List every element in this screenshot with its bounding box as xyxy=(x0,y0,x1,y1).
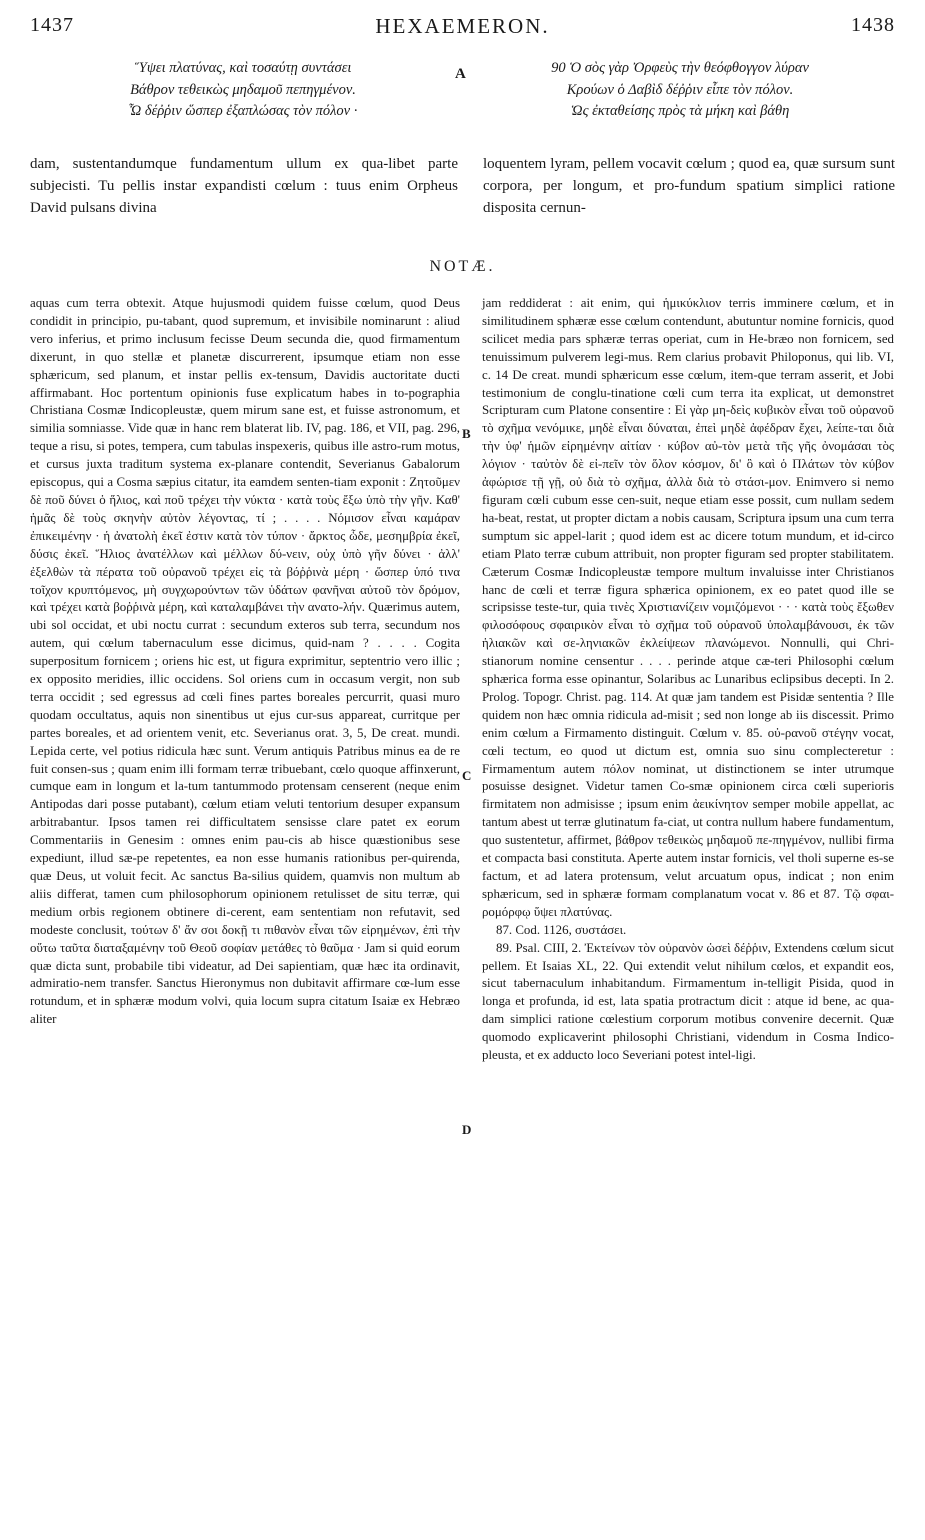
page-number-right: 1438 xyxy=(851,14,895,36)
latin-translation-left: dam, sustentandumque fundamentum ullum ex qua-libet parte subjecisti. Tu pellis instar expandisti cœlum : tuus enim Orpheus David pulsans divina xyxy=(30,156,458,216)
verse-line: Ὡς ἐκταθείσης πρὸς τὰ μήκη καὶ βάθη xyxy=(570,103,790,119)
verse-line: Ὕψει πλατύνας, καὶ τοσαύτῃ συντάσει xyxy=(134,60,352,76)
verse-line: Βάθρον τεθεικὼς μηδαμοῦ πεπηγμένον. xyxy=(130,81,356,98)
page-header xyxy=(30,10,895,40)
note-paragraph: 89. Psal. CIII, 2. Ἐκτείνων τὸν οὐρανὸν ὡσεὶ δέῤῥιν, Extendens cœlum sicut pellem. Et Isaias XL, 22. Qui extendit velut nihilum cœlos, et expandit eos, sicut tabernaculum inhabitandum. Firmamentum in-telligit Pisida, quod in longa et profunda, id est, lata spatia protractum dicit : atque id bene, ac qua-dam simplici ratione cœlestium corporum motibus convenire decernit. Quæ quomodo explicaverint philosophi Christiani, videndum in Cosma Indico-pleusta, et ex adducto loco Severiani potest intel-ligi. xyxy=(482,940,894,1063)
greek-verse-left xyxy=(58,58,428,123)
margin-marker-c: C xyxy=(462,768,472,783)
notes-heading: NOTÆ. xyxy=(429,258,496,275)
notes-column-left xyxy=(30,295,460,1029)
verse-line: Κρούων ὁ Δαβὶδ δέῤῥιν εἶπε τὸν πόλον. xyxy=(566,81,794,98)
note-paragraph: 87. Cod. 1126, συστάσει. xyxy=(496,922,627,937)
notes-column-right xyxy=(482,295,894,1065)
note-paragraph: jam reddiderat : ait enim, qui ἡμικύκλιον terris imminere cœlum, et in similitudinem sphæræ esse cœlum contendunt, abutuntur nomine fornicis, quod scilicet media pars sphæræ terras operiat, cum in He-bræo non fornicem, sed tenuissimum pulverem legi-mus. Rem clarius probavit Philoponus, qui lib. VI, c. 14 De creat. mundi sphæricum esse cœlum, item-que terram asserit, et Jobi testimonium de conglu-tinatione cœli cum terra ita explicat, ut demonstret Scripturam cum Platone consentire : Εἰ γὰρ μη-δεὶς κυβικὸν εἶναι τοῦ οὐρανοῦ τὸ σχῆμα νενόμικε, μηδὲ εἶναι δύναται, ἐπεὶ μηδὲ ἀφέδραν ἔχει, λείπε-ται διὰ τὴν ὑφ' ἡμῶν εἰρημένην αἰτίαν · κύβον αὐ-τὸν μετὰ τῆς γῆς ὀνομάσαι τὸς λόγιον · ταὐτὸν δὲ εἰ-πεῖν τὸν ὅλον κόσμον, δι' ὃ καὶ ὁ Πλάτων τὸν κύβον ἀφώρισε τῇ γῇ, οὐ διὰ τὸ σχῆμα, ἀλλὰ διὰ τὸ στάσι-μον. Enimvero si nemo figuram cœli cubum esse cen-suit, neque etiam esse possit, cum nullam sedem ha-beat, restat, ut propter dictam a nobis causam, Scriptura ipsum una cum terra sumptum sic appel-larit ; quod idem est ac dicere totum mundum, et id-circo etiam Plato terræ cubum attribuit, non propter figuram sed propter stabilitatem. Cæterum Cosmæ Indicopleustæ tempore multum invaluisse inter Christianos hanc de cœli et terræ figura sphærica opinionem, ex eo patet quod ille se scripsisse teste-tur, quia τινὲς Χριστιανίζειν νομιζόμενοι · · · κατὰ τοὺς ἔξωθεν φιλοσόφους σφαιρικὸν εἶναι τὸ σχῆμα τοῦ οὐρανοῦ ὑπολαμβάνουσι, ἐκ τῶν ἡλιακῶν καὶ σε-ληνιακῶν ἐκλείψεων πλανώμενοι. Nonnulli, qui Chri-stianorum nomine censentur . . . . perinde atque cæ-teri Philosophi cœlum sphærica forma esse opinantur, Solaribus ac Lunaribus eclipsibus decepti. In 2. Prolog. Topogr. Christ. pag. 114. At quæ jam tandem est Pisidæ sententia ? Ille quidem non hæc omnia ridicula ad-misit ; sed non longe ab iis discessit. Primo enim cœlum a Firmamento distinguit. Cœlum v. 85. οὐ-ρανοῦ στέγην vocat, cœli tectum, eo quod ut dictum est, omnia suo sinu complecteretur : Firmamentum autem πόλον nominat, ut distinctionem se inter utrumque posuisse designet. Videtur tamen Co-smæ opinionem circa cœli superioris firmitatem non admisisse ; ipsum enim ἀεικίνητον semper mobile appellat, ac tantum abest ut terræ glutinatum fa-ciat, ut contra nullum habere fundamentum, quo sustentetur, affirmet, βάθρον τεθεικὼς μηδαμοῦ πε-πηγμένον, nullibi firma et compacta basi constituta. Aperte autem instar fornicis, vel tholi superne es-se factum, et ad latera protensum, velut arcuatum opus, indicat ; non enim sphæricum, sed in sphæræ formam complanatum vocat v. 86 et 87. Τῷ σφαι-ρομόρφῳ ὕψει πλατύνας. xyxy=(482,296,895,919)
greek-verse-right xyxy=(470,58,890,123)
latin-translation-right: loquentem lyram, pellem vocavit cœlum ; quod ea, quæ sursum sunt corpora, per longum, et pro-fundum spatium simplici ratione disposita cernun- xyxy=(483,156,895,216)
margin-marker-d: D xyxy=(462,1122,472,1137)
page-number-left: 1437 xyxy=(30,14,74,36)
verse-line: 90 Ὁ σὸς γὰρ Ὀρφεὺς τὴν θεόφθογγον λύραν xyxy=(551,60,809,76)
margin-marker-b: B xyxy=(462,426,471,441)
running-title: HEXAEMERON. xyxy=(375,14,550,38)
margin-marker-a: A xyxy=(455,66,466,82)
note-paragraph: aquas cum terra obtexit. Atque hujusmodi quidem fuisse cœlum, quod Deus condidit in principio, pu-tabant, quod supremum, et invisibile nominarunt : aliud vero inferius, et primo inclusum fecisse Deum secunda die, quod firmamentum dixerunt, in quo stellæ et planetæ discurrerent, ipsumque etiam non esse sphæricum, sed planum, et instar pellis ex-tensum, Davidis auctoritate ducti affirmabant. Hoc portentum opinionis fuse explicatum habes in to-pographia Christiana Cosmæ Indicopleustæ, quem mirum sane est, et fuisse astronomum, et similia somniasse. Vide quæ in hanc rem blaterat lib. IV, pag. 186, et VII, pag. 296, teque a risu, si potes, tempera, cum tabulas inspexeris, quibus ille astro-rum motus, et cursus juxta traditum systema ex-planare contendit, Severianus Gabalorum episcopus, qui a Cosma sæpius citatur, ita eamdem senten-tiam exponit : Ζητοῦμεν δὲ ποῦ δύνει ὁ ἥλιος, καὶ ποῦ τρέχει τὴν νύκτα · κατὰ τοὺς ἔξω ὑπὸ τὴν γῆν. Καθ' ἡμᾶς δὲ τοὺς σκηνὴν αὐτὸν λέγοντας, τί ; . . . . Νόμισον εἶναι καμάραν ἐπικειμένην · ἡ ἀνατολὴ ἐκεῖ ἐστιν κατὰ τὸν τύπον · ἄρκτος ὧδε, μεσημβρία ἐκεῖ, δύσις ἐκεῖ. Ἥλιος ἀνατέλλων καὶ μέλλων δύ-νειν, οὐχ ὑπὸ γῆν δύνει · ἀλλ' ἐξελθὼν τὰ πέρατα τοῦ οὐρανοῦ τρέχει εἰς τὰ βόῤῥινὰ μέρη · ὥσπερ ὑπό τινα τοῖχον κρυπτόμενος, μὴ συγχωρούντων τῶν ὑδάτων φανῆναι αὐτοῦ τὸν δρόμον, καὶ τρέχει κατὰ βοῤῥινὰ μέρη, καὶ καταλαμβάνει τὴν ανατο-λήν. Quærimus autem, ubi sol occidat, et ubi noctu currat : secundum exteros sub terra, secundum nos autem, qui cœlum tabernaculum esse dicimus, quid-nam ? . . . . Cogita superpositum fornicem ; oriens hic est, ut figura exprimitur, septentrio vero illic ; ex opposito meridies, illic occidens. Sol oriens cum in occasum vergit, non sub terra occidit ; sed egressus ad cœli fines partes boreales percurrit, quasi muro quodam occultatus, aquis non sinentibus ut ejus cur-sus appareat, curritque per partes boreales, et ad orientem venit, etc. Severianus orat. 3, 5, De creat. mundi. Lepida certe, vel potius ridicula hæc sunt. Verum antiquis Patribus minus ea de re fuit consen-sus ; quam enim illi formam terræ tribuebant, cœlo quoque affinxerunt, cumque eam in longum et la-tum tantummodo protensam censerent (neque enim Antipodas dari posse putabant), cœlum etiam veluti tentorium desuper expansum arbitrabantur. Ipsos tamen rei difficultatem sensisse clare patet ex eorum Commentariis in Genesim : omnes enim pau-cis ab hisce quæstionibus sese expediunt, illud sæ-pe repetentes, ea non esse humanis rationibus per-quirenda, quæ Deus, ut voluit fecit. Ac sanctus Ba-silius quidem, quamvis non multum ab aliis differat, tamen cum philosophorum opinionem retulisset de situ terræ, qui medium orbis regionem obtinere di-cerent, eam sententiam non refutavit, sed modeste conclusit, τούτων δ' ἄν σοι δοκῇ τι πιθανὸν εἶναι τῶν εἰρημένων, ἐπὶ τὴν οὕτω ταῦτα διαταξαμένην τοῦ Θεοῦ σοφίαν μετάθες τὸ θαῦμα · Jam si quid eorum quæ dicta sunt, probabile tibi videatur, ad Dei sapientiam, quæ hæc ita ordinavit, admiratio-nem transfer. Sanctus Hieronymus non dubitavit affirmare cœ-lum esse rotundum, et in sphæræ modum volvi, quia locum supra citatum Isaiæ ex Hebræo aliter xyxy=(30,296,460,1027)
verse-line: Ὦ δέῤῥιν ὥσπερ ἐξαπλώσας τὸν πόλον · xyxy=(128,103,358,119)
